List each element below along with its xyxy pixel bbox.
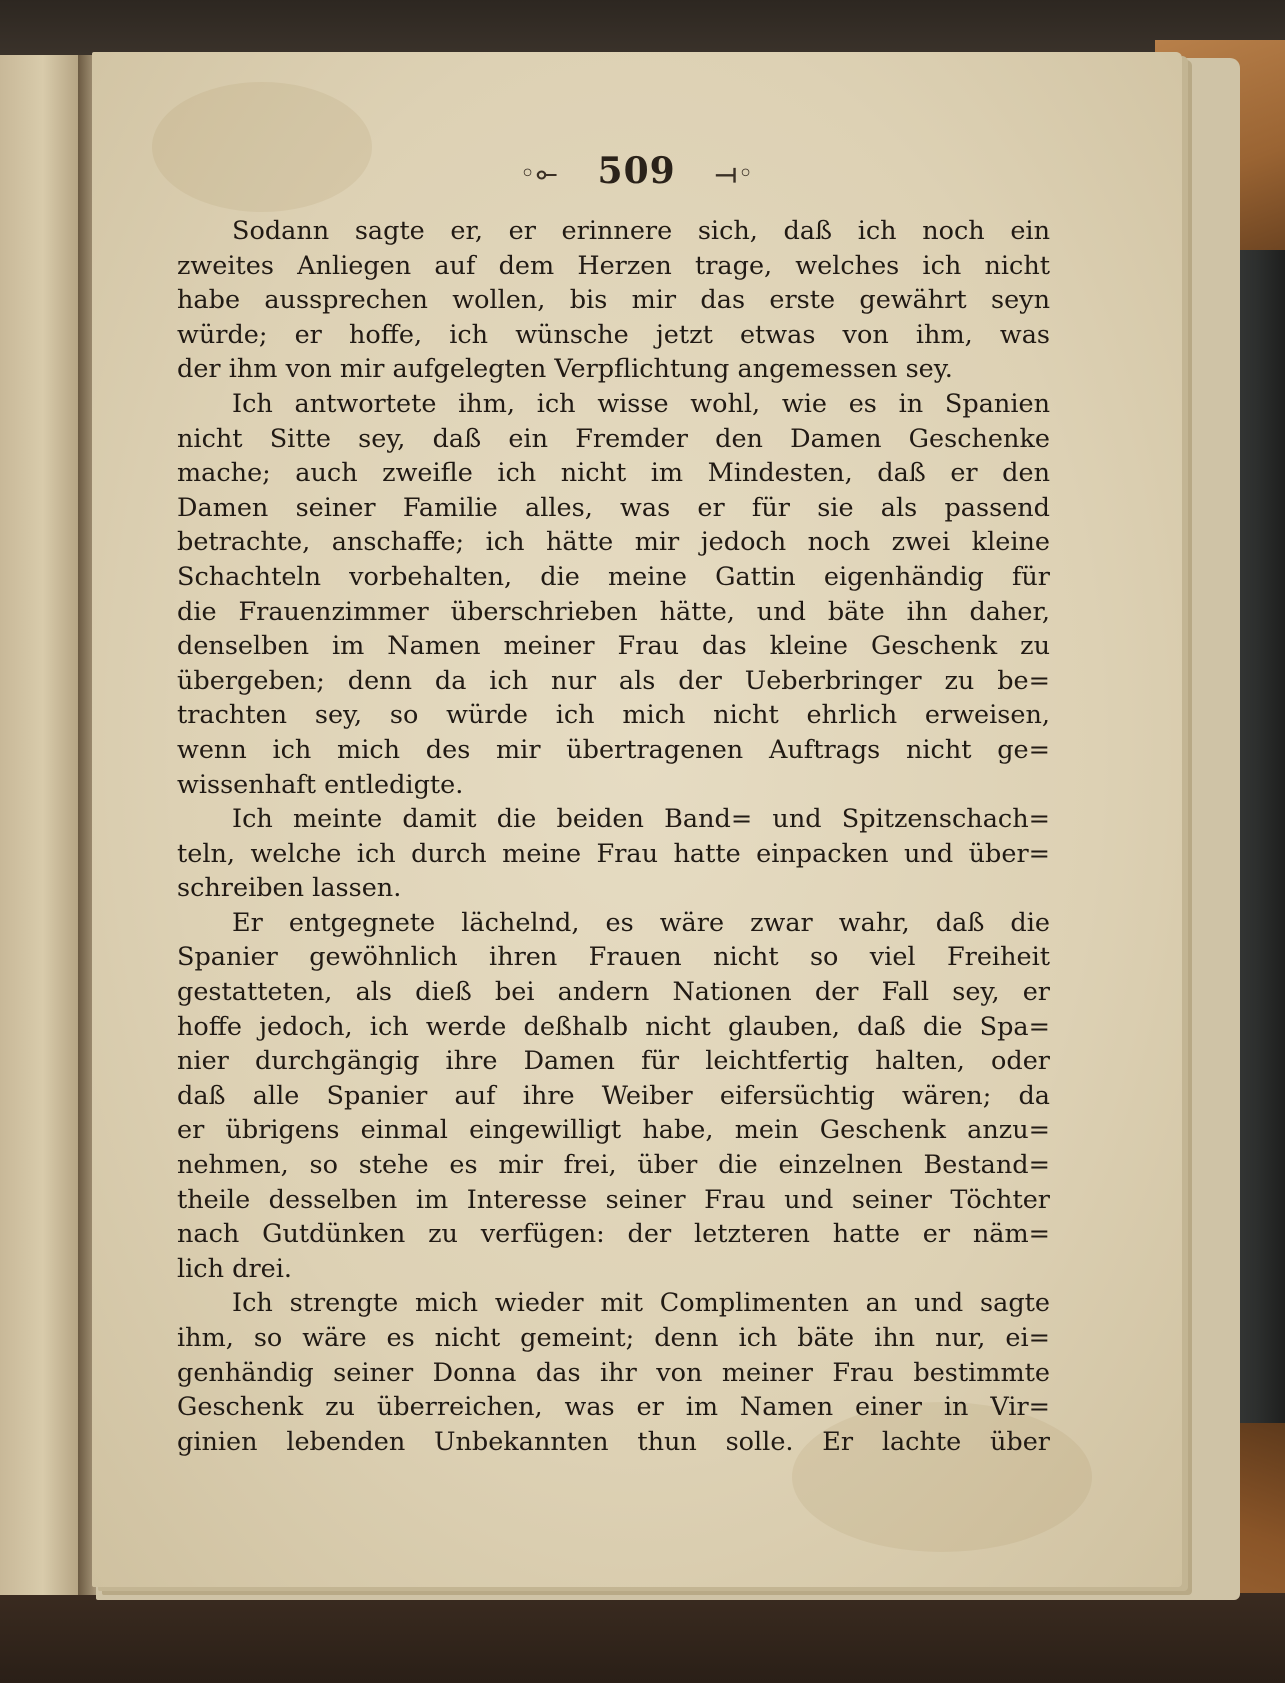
text-line: Ich strengte mich wieder mit Complimenten an und sagte: [232, 1288, 1050, 1319]
text-line: Er entgegnete lächelnd, es wäre zwar wahr, daß die: [232, 907, 1050, 938]
text-line: theile desselben im Interesse seiner Frau und seiner Töchter: [177, 1184, 1050, 1215]
text-line: genhändig seiner Donna das ihr von meiner Frau bestimmte: [177, 1357, 1050, 1388]
text-line: habe aussprechen wollen, bis mir das erste gewährt seyn: [177, 285, 1050, 316]
text-line: ginien lebenden Unbekannten thun solle. Er lachte über: [177, 1426, 1050, 1457]
ornament-right-icon: ⟞◦: [715, 158, 755, 189]
text-line: ihm, so wäre es nicht gemeint; denn ich bäte ihn nur, ei=: [177, 1323, 1050, 1353]
book-top-edge: [0, 0, 1285, 55]
text-line: übergeben; denn da ich nur als der Ueberbringer zu be=: [177, 665, 1050, 696]
text-line: nehmen, so stehe es mir frei, über die einzelnen Bestand=: [177, 1150, 1050, 1181]
text-line: Ich antwortete ihm, ich wisse wohl, wie es in Spanien: [232, 388, 1050, 419]
text-line: betrachte, anschaffe; ich hätte mir jedoch noch zwei kleine: [177, 527, 1050, 558]
text-line: der ihm von mir aufgelegten Verpflichtung angemessen sey.: [177, 354, 953, 385]
ornament-left-icon: ◦⟜: [519, 158, 558, 189]
page-stain: [152, 82, 372, 212]
text-line: denselben im Namen meiner Frau das kleine Geschenk zu: [177, 631, 1050, 662]
text-line: trachten sey, so würde ich mich nicht ehrlich erweisen,: [177, 700, 1050, 731]
text-line: zweites Anliegen auf dem Herzen trage, welches ich nicht: [177, 250, 1050, 281]
text-line: er übrigens einmal eingewilligt habe, mein Geschenk anzu=: [177, 1115, 1050, 1146]
left-page: [0, 55, 80, 1595]
text-line: daß alle Spanier auf ihre Weiber eifersüchtig wären; da: [177, 1080, 1050, 1111]
text-line: Sodann sagte er, er erinnere sich, daß ich noch ein: [232, 216, 1050, 246]
text-line: Spanier gewöhnlich ihren Frauen nicht so viel Freiheit: [177, 942, 1050, 973]
text-line: mache; auch zweifle ich nicht im Mindesten, daß er den: [177, 458, 1050, 489]
text-line: die Frauenzimmer überschrieben hätte, und bäte ihn daher,: [177, 596, 1050, 627]
text-line: hoffe jedoch, ich werde deßhalb nicht glauben, daß die Spa=: [177, 1011, 1050, 1042]
page-header: [92, 150, 1182, 192]
text-line: nach Gutdünken zu verfügen: der letzteren hatte er näm=: [177, 1219, 1050, 1250]
text-line: gestatteten, als dieß bei andern Nationen der Fall sey, er: [177, 977, 1050, 1008]
text-line: Ich meinte damit die beiden Band= und Spitzenschach=: [232, 804, 1050, 835]
text-line: schreiben lassen.: [177, 873, 402, 904]
text-line: teln, welche ich durch meine Frau hatte einpacken und über=: [177, 838, 1050, 869]
book-bottom-edge: [0, 1593, 1285, 1683]
text-line: Damen seiner Familie alles, was er für sie als passend: [177, 492, 1050, 523]
text-line: wenn ich mich des mir übertragenen Auftrags nicht ge=: [177, 734, 1050, 765]
text-line: würde; er hoffe, ich wünsche jetzt etwas von ihm, was: [177, 319, 1050, 350]
page-body-text: [177, 214, 1050, 1459]
text-line: Schachteln vorbehalten, die meine Gattin eigenhändig für: [177, 561, 1050, 592]
page-number: 509: [597, 150, 676, 192]
text-line: Geschenk zu überreichen, was er im Namen einer in Vir=: [177, 1392, 1050, 1423]
text-line: nicht Sitte sey, daß ein Fremder den Damen Geschenke: [177, 423, 1050, 454]
text-line: lich drei.: [177, 1253, 292, 1284]
text-line: nier durchgängig ihre Damen für leichtfertig halten, oder: [177, 1046, 1050, 1077]
text-line: wissenhaft entledigte.: [177, 769, 464, 800]
